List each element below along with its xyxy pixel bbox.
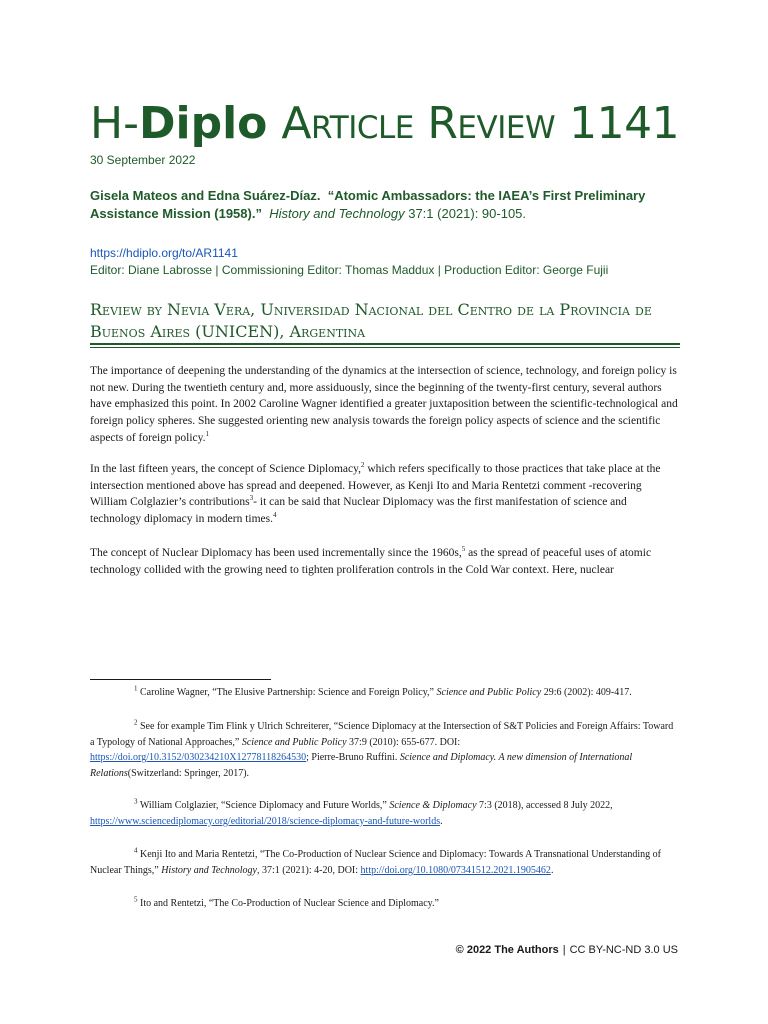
citation-article-title: “Atomic Ambassadors: the IAEA’s First Preliminary Assistance Mission (1958).” [90, 188, 646, 221]
footnote-1 [90, 685, 680, 701]
reviewer-heading: Review by Nevia Vera, Universidad Nacional del Centro de la Provincia de Buenos Aires (UNICEN), Argentina [90, 300, 652, 341]
citation-details: 37:1 (2021): 90-105. [408, 206, 527, 221]
footnote-text: See for example Tim Flink y Ulrich Schreiterer, “Science Diplomacy at the Intersection of S&T Policies and Foreign Affairs: Toward a Typology of National Approaches,” [90, 721, 674, 748]
paragraph-text: - it can be said that Nuclear Diplomacy was the first manifestation of science and technology diplomacy in modern times. [90, 496, 627, 526]
editors-line: Editor: Diane Labrosse | Commissioning Editor: Thomas Maddux | Production Editor: George Fujii [90, 263, 609, 277]
title-number: 1141 [569, 98, 680, 149]
footnote-doi-link[interactable]: https://doi.org/10.3152/030234210X12778118264530 [90, 752, 307, 764]
body-paragraph-3 [90, 545, 680, 578]
body-paragraph-1 [90, 363, 680, 447]
footnote-text: 7:3 (2018), accessed 8 July 2022, [476, 800, 613, 811]
footnote-text: 37:9 (2010): 655-677. DOI: [346, 736, 461, 748]
title-diplo: Diplo [138, 98, 268, 149]
footnote-italic: Science and Public Policy [436, 687, 542, 698]
heading-divider [90, 343, 680, 348]
footnote-text: Kenji Ito and Maria Rentetzi, “The Co-Production of Nuclear Science and Diplomacy: Towards A Transnational Understanding of Nuclear Things,” [90, 849, 661, 876]
footnote-text: (Switzerland: Springer, 2017). [127, 767, 250, 779]
footnote-ref-1[interactable]: 1 [205, 429, 209, 438]
footnote-number: 2 [134, 718, 138, 727]
footnote-number: 4 [134, 846, 138, 855]
footnote-italic: Science & Diplomacy [389, 800, 477, 811]
footnote-text: . [440, 815, 443, 827]
footnote-ref-3[interactable]: 3 [249, 494, 254, 503]
page-title [90, 98, 679, 150]
article-citation [90, 187, 690, 223]
footnote-2 [90, 719, 680, 781]
copyright-notice: © 2022 The Authors [455, 944, 559, 956]
page-footer [456, 944, 678, 956]
paragraph-text: The importance of deepening the understanding of the dynamics at the intersection of science, technology, and foreign policy is not new. During the twentieth century and, more assiduously, since the beginning of the twenty-first century, several authors have emphasized this point. In 2002 Caroline Wagner identified a greater juxtaposition between the scientific-technological and foreign policy spheres. She suggested orienting new analysis towards the foreign policy aspects of science and the scientific aspects of foreign policy. [90, 365, 678, 444]
footnote-web-link[interactable]: https://www.sciencediplomacy.org/editorial/2018/science-diplomacy-and-future-worlds [90, 815, 441, 827]
citation-journal: History and Technology [269, 206, 405, 221]
title-article-review: Article Review [281, 98, 556, 149]
footnote-5 [90, 896, 680, 912]
publication-date: 30 September 2022 [90, 153, 196, 167]
citation-authors: Gisela Mateos and Edna Suárez-Díaz. [90, 188, 321, 203]
footnote-divider [90, 679, 271, 680]
footnote-text: , 37:1 (2021): 4-20, DOI: [256, 864, 361, 876]
footnote-doi-link[interactable]: http://doi.org/10.1080/07341512.2021.1905462 [360, 864, 551, 876]
footnote-ref-2[interactable]: 2 [361, 461, 365, 470]
footnote-number: 5 [134, 895, 138, 904]
footer-separator: | [562, 944, 566, 956]
footnote-italic: History and Technology [161, 864, 257, 876]
body-paragraph-2 [90, 461, 680, 528]
footnote-3 [90, 798, 680, 829]
title-prefix: H- [90, 98, 139, 149]
footnote-text: Caroline Wagner, “The Elusive Partnership: Science and Foreign Policy,” [137, 687, 437, 698]
footnote-ref-5[interactable]: 5 [461, 545, 466, 554]
footnote-italic: Science and Public Policy [241, 736, 347, 748]
footnote-text: . [550, 864, 554, 876]
paragraph-text: which refers specifically to those practices that take place at the intersection mentioned above has spread and deepened. However, as Kenji Ito and Maria Rentetzi comment -recovering William Colglazier’s contributions [90, 463, 661, 509]
footnote-ref-4[interactable]: 4 [273, 511, 277, 520]
paragraph-text: as the spread of peaceful uses of atomic technology collided with the growing need to tighten proliferation controls in the Cold War context. Here, nuclear [90, 547, 652, 576]
footnote-number: 1 [134, 684, 138, 693]
license-text: CC BY-NC-ND 3.0 US [569, 944, 678, 956]
paragraph-text: The concept of Nuclear Diplomacy has been used incrementally since the 1960s, [90, 547, 462, 559]
footnote-number: 3 [134, 797, 138, 806]
footnote-italic: Science and Diplomacy. A new dimension of International Relations [90, 752, 633, 779]
paragraph-text: In the last fifteen years, the concept of Science Diplomacy, [90, 463, 361, 475]
footnote-text: William Colglazier, “Science Diplomacy and Future Worlds,” [137, 800, 390, 811]
review-url-link[interactable]: https://hdiplo.org/to/AR1141 [90, 246, 238, 260]
footnote-text: Ito and Rentetzi, “The Co-Production of Nuclear Science and Diplomacy.” [137, 898, 439, 909]
footnote-text: 29:6 (2002): 409-417. [541, 687, 632, 698]
footnote-4 [90, 847, 680, 878]
footnote-text: ; Pierre-Bruno Ruffini. [306, 752, 400, 764]
